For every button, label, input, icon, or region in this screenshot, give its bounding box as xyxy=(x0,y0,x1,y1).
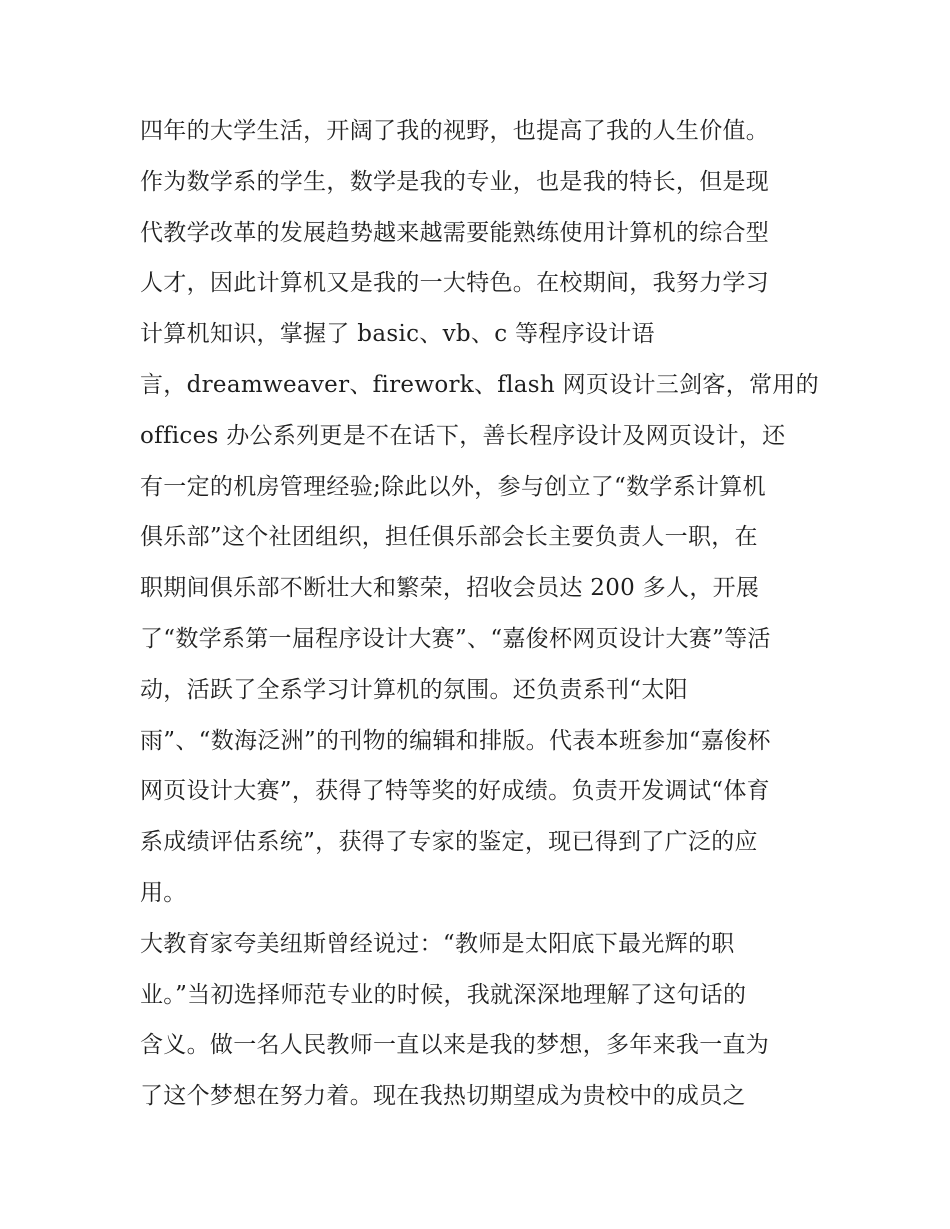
text-line: 动，活跃了全系学习计算机的氛围。还负责系刊“太阳 xyxy=(140,676,688,703)
text-line: 作为数学系的学生，数学是我的专业，也是我的特长，但是现 xyxy=(140,168,770,195)
text-line: 四年的大学生活，开阔了我的视野，也提高了我的人生价值。 xyxy=(140,118,770,144)
text-line: 代教学改革的发展趋势越来越需要能熟练使用计算机的综合型 xyxy=(140,219,770,246)
text-line: 用。 xyxy=(140,879,187,906)
text-line: 职期间俱乐部不断壮大和繁荣，招收会员达 200 多人，开展 xyxy=(140,575,760,602)
text-line: 系成绩评估系统”，获得了专家的鉴定，现已得到了广泛的应 xyxy=(140,829,758,856)
text-line: 了这个梦想在努力着。现在我热切期望成为贵校中的成员之 xyxy=(140,1083,746,1110)
text-line: 大教育家夸美纽斯曾经说过：“教师是太阳底下最光辉的职 xyxy=(140,930,735,957)
text-line: 言，dreamweaver、firework、flash 网页设计三剑客，常用的 xyxy=(140,371,819,398)
text-line: 人才，因此计算机又是我的一大特色。在校期间，我努力学习 xyxy=(140,270,770,297)
text-line: 含义。做一名人民教师一直以来是我的梦想，多年来我一直为 xyxy=(140,1032,770,1059)
text-line: 俱乐部”这个社团组织，担任俱乐部会长主要负责人一职，在 xyxy=(140,524,758,551)
text-line: 网页设计大赛”，获得了特等奖的好成绩。负责开发调试“体育 xyxy=(140,778,770,805)
text-line: 计算机知识，掌握了 basic、vb、c 等程序设计语 xyxy=(140,321,655,348)
text-line: 业。”当初选择师范专业的时候，我就深深地理解了这句话的 xyxy=(140,981,747,1008)
document-body xyxy=(140,106,830,1122)
text-line: 了“数学系第一届程序设计大赛”、“嘉俊杯网页设计大赛”等活 xyxy=(140,625,771,652)
text-line: offices 办公系列更是不在话下，善长程序设计及网页设计，还 xyxy=(140,422,786,449)
text-line: 有一定的机房管理经验;除此以外，参与创立了“数学系计算机 xyxy=(140,473,766,500)
text-line: 雨”、“数海泛洲”的刊物的编辑和排版。代表本班参加“嘉俊杯 xyxy=(140,727,771,754)
